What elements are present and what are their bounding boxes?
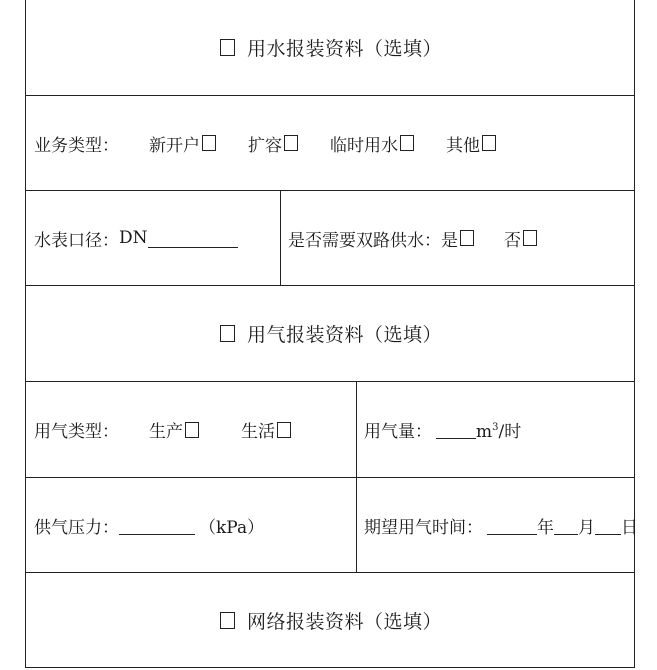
- gas-section-title: 用气报装资料（选填）: [246, 324, 442, 346]
- divider: [356, 382, 357, 477]
- gas-pressure-unit: （kPa）: [199, 517, 265, 538]
- gas-volume-unit: $m^3/$时: [476, 422, 522, 442]
- checkbox-dual-yes[interactable]: [460, 230, 474, 246]
- gas-date-label: 期望用气时间：: [364, 517, 483, 538]
- water-section-title: 用水报装资料（选填）: [246, 38, 442, 60]
- gas-pressure-field[interactable]: [119, 516, 195, 535]
- checkbox-living[interactable]: [277, 422, 291, 438]
- gas-volume-label: 用气量：: [364, 422, 432, 442]
- option-other[interactable]: 其他: [446, 131, 498, 156]
- gas-day-field[interactable]: [595, 516, 621, 535]
- network-section-checkbox[interactable]: [220, 612, 235, 629]
- option-living[interactable]: 生活: [241, 417, 293, 442]
- checkbox-other[interactable]: [482, 135, 496, 151]
- network-section-header: [26, 573, 634, 668]
- month-label: 月: [578, 517, 595, 538]
- gas-type-row: [26, 382, 634, 478]
- option-new-account[interactable]: 新开户: [149, 131, 218, 156]
- business-type-label: 业务类型：: [34, 135, 119, 156]
- option-expansion[interactable]: 扩容: [248, 131, 300, 156]
- divider: [356, 478, 357, 572]
- day-label: 日: [621, 517, 638, 538]
- gas-section-checkbox[interactable]: [220, 325, 235, 342]
- option-dual-yes[interactable]: 是: [441, 226, 476, 251]
- gas-section-header: [26, 286, 634, 382]
- option-production[interactable]: 生产: [149, 417, 201, 442]
- divider: [280, 191, 281, 285]
- application-form: [25, 0, 638, 668]
- checkbox-production[interactable]: [185, 422, 199, 438]
- gas-month-field[interactable]: [554, 516, 578, 535]
- checkbox-new-account[interactable]: [202, 135, 216, 151]
- water-section-header: [26, 0, 634, 96]
- checkbox-expansion[interactable]: [284, 135, 298, 151]
- dual-supply-label: 是否需要双路供水：: [288, 230, 441, 251]
- checkbox-temporary-water[interactable]: [400, 135, 414, 151]
- gas-pressure-row: [26, 478, 638, 573]
- option-dual-no[interactable]: 否: [504, 226, 539, 251]
- meter-size-field[interactable]: [148, 229, 238, 248]
- option-temporary-water[interactable]: 临时用水: [330, 131, 416, 156]
- water-business-type-row: [26, 96, 634, 191]
- gas-pressure-label: 供气压力：: [34, 517, 119, 538]
- checkbox-dual-no[interactable]: [523, 230, 537, 246]
- meter-dn-prefix: DN: [119, 228, 148, 248]
- year-label: 年: [537, 517, 554, 538]
- gas-volume-field[interactable]: [436, 420, 476, 439]
- water-meter-row: [26, 191, 634, 286]
- gas-type-label: 用气类型：: [34, 422, 119, 442]
- gas-year-field[interactable]: [487, 516, 537, 535]
- water-section-checkbox[interactable]: [220, 39, 235, 56]
- network-section-title: 网络报装资料（选填）: [246, 610, 442, 633]
- meter-size-label: 水表口径：: [34, 230, 119, 251]
